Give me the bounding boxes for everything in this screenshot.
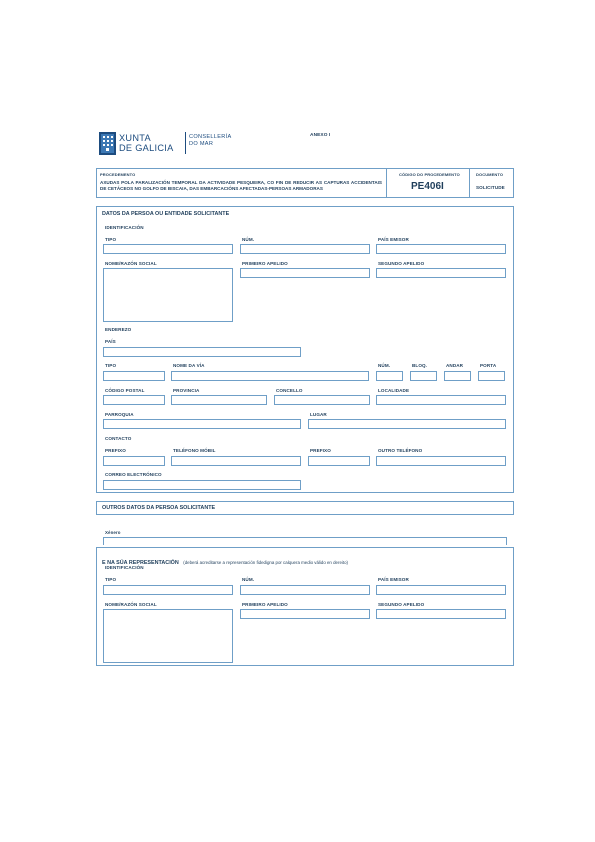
rep-num-field[interactable] <box>240 585 370 595</box>
outro-telefono-label: OUTRO TELÉFONO <box>378 448 423 453</box>
segundo-apelido-field[interactable] <box>376 268 506 278</box>
porta-label: PORTA <box>480 363 497 368</box>
rep-segundo-apelido-field[interactable] <box>376 609 506 619</box>
num-via-field[interactable] <box>376 371 403 381</box>
nome-field[interactable] <box>103 268 233 322</box>
document-label: DOCUMENTO <box>476 172 504 177</box>
localidade-label: LOCALIDADE <box>378 388 410 393</box>
primeiro-apelido-label: PRIMEIRO APELIDO <box>242 261 288 266</box>
porta-field[interactable] <box>478 371 505 381</box>
andar-field[interactable] <box>444 371 471 381</box>
telefono-mobil-field[interactable] <box>171 456 301 466</box>
rep-identification-heading: IDENTIFICACIÓN <box>105 565 144 570</box>
contact-heading: CONTACTO <box>105 436 132 441</box>
correo-field[interactable] <box>103 480 301 490</box>
procedure-divider-2 <box>469 168 470 198</box>
logo-divider <box>185 132 186 154</box>
concello-label: CONCELLO <box>276 388 303 393</box>
rep-num-label: NÚM. <box>242 577 255 582</box>
segundo-apelido-label: SEGUNDO APELIDO <box>378 261 425 266</box>
rep-segundo-apelido-label: SEGUNDO APELIDO <box>378 602 425 607</box>
provincia-label: PROVINCIA <box>173 388 200 393</box>
tipo-via-label: TIPO <box>105 363 117 368</box>
prefixo-label: PREFIXO <box>105 448 126 453</box>
codigo-postal-label: CÓDIGO POSTAL <box>105 388 145 393</box>
bloq-field[interactable] <box>410 371 437 381</box>
representation-title: E NA SÚA REPRESENTACIÓN <box>102 560 179 566</box>
tipo-via-field[interactable] <box>103 371 165 381</box>
annex-title: ANEXO I <box>310 133 331 138</box>
xenero-field[interactable] <box>103 537 507 545</box>
logo-line-1: XUNTA <box>119 133 151 143</box>
num-via-label: NÚM. <box>378 363 391 368</box>
rep-pais-emisor-label: PAÍS EMISOR <box>378 577 409 582</box>
procedure-code-label: CÓDIGO DO PROCEDEMENTO <box>399 172 460 177</box>
num-label: NÚM. <box>242 237 255 242</box>
coat-of-arms-icon <box>99 132 116 155</box>
prefixo-field[interactable] <box>103 456 165 466</box>
prefixo-2-field[interactable] <box>308 456 370 466</box>
concello-field[interactable] <box>274 395 370 405</box>
document-type: SOLICITUDE <box>476 185 505 190</box>
outro-telefono-field[interactable] <box>376 456 506 466</box>
department-line-2: DO MAR <box>189 141 214 147</box>
rep-nome-field[interactable] <box>103 609 233 663</box>
applicant-section-title: DATOS DA PERSOA OU ENTIDADE SOLICITANTE <box>102 211 230 217</box>
localidade-field[interactable] <box>376 395 506 405</box>
nome-via-label: NOME DA VÍA <box>173 363 205 368</box>
telefono-mobil-label: TELÉFONO MÓBIL <box>173 448 216 453</box>
rep-primeiro-apelido-field[interactable] <box>240 609 370 619</box>
lugar-label: LUGAR <box>310 412 327 417</box>
num-field[interactable] <box>240 244 370 254</box>
address-heading: ENDEREZO <box>105 327 132 332</box>
representation-note: (deberá acreditarse a representación fidedigna por calquera medio válido en dereito) <box>183 560 348 565</box>
procedure-label: PROCEDEMENTO <box>100 172 136 177</box>
nome-label: NOME/RAZÓN SOCIAL <box>105 261 157 266</box>
bloq-label: BLOQ. <box>412 363 428 368</box>
pais-emisor-label: PAÍS EMISOR <box>378 237 409 242</box>
parroquia-label: PARROQUIA <box>105 412 134 417</box>
nome-via-field[interactable] <box>171 371 369 381</box>
department-line-1: CONSELLERÍA <box>189 134 232 140</box>
prefixo-2-label: PREFIXO <box>310 448 331 453</box>
procedure-text: AXUDAS POLA PARALIZACIÓN TEMPORAL DA ACTIVIDADE PESQUEIRA, CO FIN DE REDUCIR AS CAPTURAS ACCIDENTAIS DE CETÁCEOS NO GOLFO DE BISCAIA, DAS EMBARCACIÓNS AFECTADAS-PERSOAS ARMADORAS <box>100 180 382 191</box>
rep-primeiro-apelido-label: PRIMEIRO APELIDO <box>242 602 288 607</box>
xenero-label: Xénero <box>105 530 121 535</box>
provincia-field[interactable] <box>171 395 267 405</box>
andar-label: ANDAR <box>446 363 464 368</box>
tipo-label: TIPO <box>105 237 117 242</box>
primeiro-apelido-field[interactable] <box>240 268 370 278</box>
pais-field[interactable] <box>103 347 301 357</box>
correo-label: CORREO ELECTRÓNICO <box>105 472 162 477</box>
procedure-divider-1 <box>386 168 387 198</box>
parroquia-field[interactable] <box>103 419 301 429</box>
rep-tipo-field[interactable] <box>103 585 233 595</box>
codigo-postal-field[interactable] <box>103 395 165 405</box>
procedure-code: PE406I <box>411 181 444 192</box>
xunta-logo <box>99 131 239 157</box>
rep-nome-label: NOME/RAZÓN SOCIAL <box>105 602 157 607</box>
rep-tipo-label: TIPO <box>105 577 117 582</box>
pais-label: PAÍS <box>105 339 116 344</box>
other-data-title: OUTROS DATOS DA PERSOA SOLICITANTE <box>102 505 216 511</box>
tipo-field[interactable] <box>103 244 233 254</box>
rep-pais-emisor-field[interactable] <box>376 585 506 595</box>
lugar-field[interactable] <box>308 419 506 429</box>
identification-heading: IDENTIFICACIÓN <box>105 225 144 230</box>
pais-emisor-field[interactable] <box>376 244 506 254</box>
logo-line-2: DE GALICIA <box>119 143 174 153</box>
